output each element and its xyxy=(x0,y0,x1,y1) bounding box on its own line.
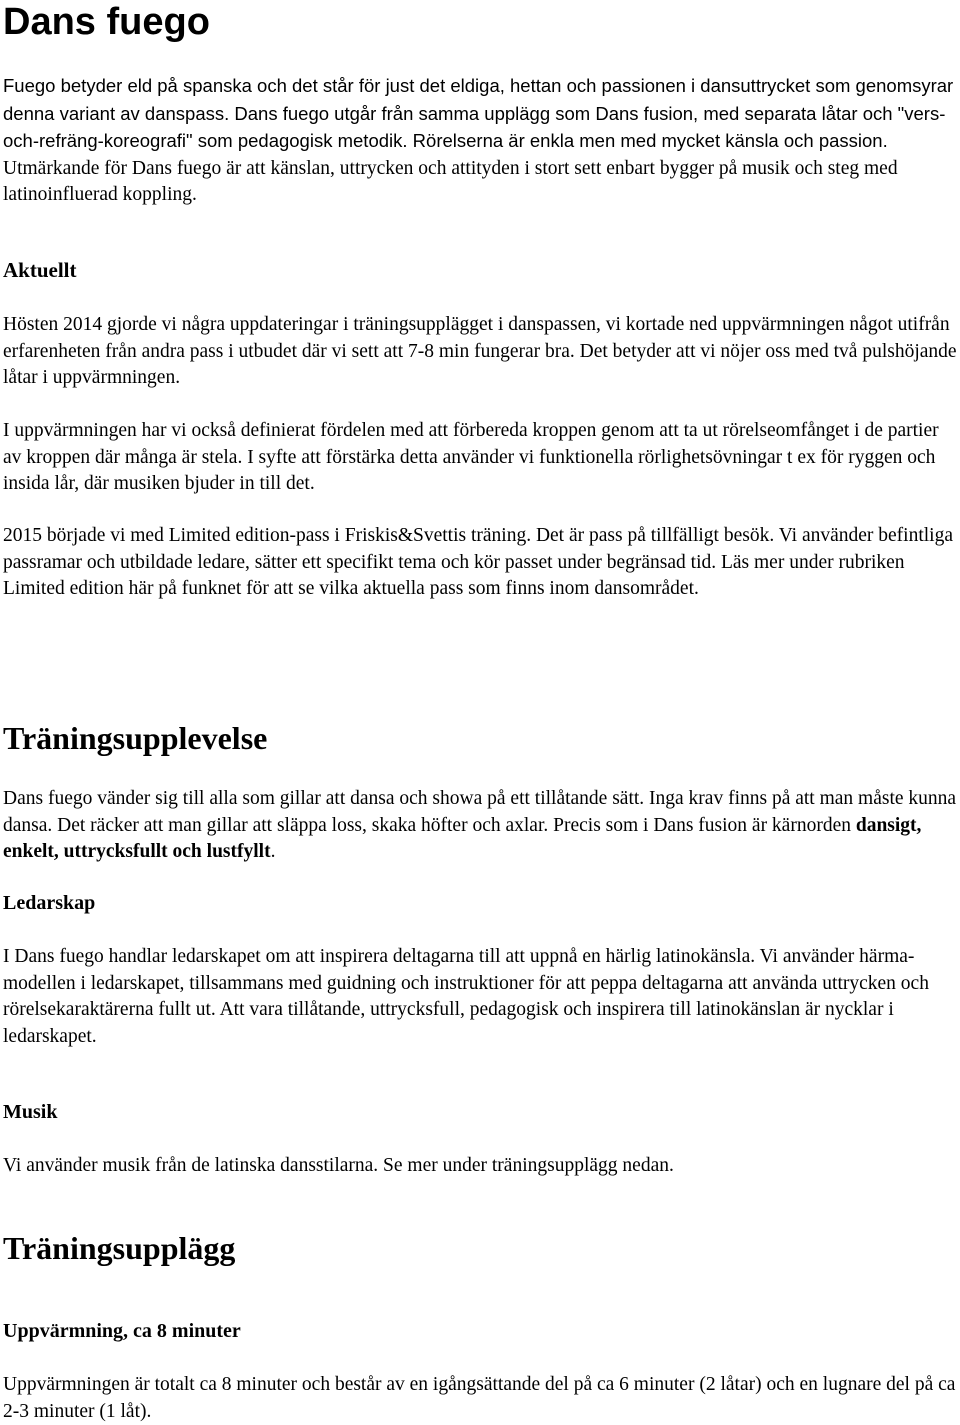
ledarskap-paragraph: I Dans fuego handlar ledarskapet om att inspirera deltagarna till att uppnå en härlig latinokänsla. Vi använder härma-modellen i ledarskapet, tillsammans med guidning och instruktioner för att peppa deltagarna att använda uttrycken och rörelsekaraktärerna fullt ut. Att vara tillåtande, uttrycksfull, pedagogisk och inspirera till latinokänslan är nycklar i ledarskapet. xyxy=(3,946,929,1047)
aktuellt-paragraph-1: Hösten 2014 gjorde vi några uppdateringar i träningsupplägget i danspassen, vi kortade ned uppvärmningen något utifrån erfarenheten från andra pass i utbudet där vi sett att 7-8 min fungerar bra. Det betyder att vi nöjer oss med två pulshöjande låtar i uppvärmningen. xyxy=(3,314,957,388)
subheading-uppvarmning: Uppvärmning, ca 8 minuter xyxy=(3,1320,241,1342)
intro-paragraph xyxy=(3,73,958,209)
section-heading-aktuellt: Aktuellt xyxy=(3,258,77,282)
section-heading-traningsupplevelse: Träningsupplevelse xyxy=(3,720,268,756)
upplevelse-core-words: dansigt, enkelt, uttrycksfullt och lustfyllt xyxy=(3,814,922,862)
upplevelse-paragraph xyxy=(3,786,958,866)
page-title: Dans fuego xyxy=(3,1,210,43)
subheading-musik: Musik xyxy=(3,1101,58,1123)
aktuellt-paragraph-2: I uppvärmningen har vi också definierat fördelen med att förbereda kroppen genom att ta ut rörelseomfånget i de partier av kroppen där många är stela. I syfte att förstärka detta använder vi funktionella rörlighetsövningar t ex för ryggen och insida lår, där musiken bjuder in till det. xyxy=(3,420,939,494)
musik-paragraph: Vi använder musik från de latinska dansstilarna. Se mer under träningsupplägg nedan. xyxy=(3,1155,674,1176)
intro-segment-3: Rörelserna är enkla men med mycket känsla och passion. xyxy=(407,130,888,151)
upplevelse-text: Dans fuego vänder sig till alla som gillar att dansa och showa på ett tillåtande sätt. Inga krav finns på att man måste kunna dansa. Det räcker att man gillar att släppa loss, skaka höfter och axlar. Precis som i Dans fusion är kärnorden xyxy=(3,788,957,836)
section-heading-traningsupplagg: Träningsupplägg xyxy=(3,1230,236,1266)
subheading-ledarskap: Ledarskap xyxy=(3,892,96,914)
intro-segment-1: Fuego betyder eld på spanska och det står för just det eldiga, hettan och passionen i dansuttrycket som genomsyrar denna variant av danspass. xyxy=(3,75,954,124)
upplevelse-text-end: . xyxy=(270,841,276,862)
intro-segment-2: Dans fuego utgår från samma upplägg som Dans fusion, med separata låtar och "vers-och-refräng-koreografi" som pedagogisk metodik. xyxy=(3,102,946,151)
uppvarmning-paragraph: Uppvärmningen är totalt ca 8 minuter och består av en igångsättande del på ca 6 minuter (2 låtar) och en lugnare del på ca 2-3 minuter (1 låt). xyxy=(3,1374,956,1422)
intro-segment-4: Utmärkande för Dans fuego är att känslan, uttrycken och attityden i stort sett enbart bygger på musik och steg med latinoinfluerad koppling. xyxy=(3,157,898,205)
aktuellt-paragraph-3: 2015 började vi med Limited edition-pass i Friskis&Svettis träning. Det är pass på tillfälligt besök. Vi använder befintliga passramar och utbildade ledare, sätter ett specifikt tema och kör passet under begränsad tid. Läs mer under rubriken Limited edition här på funknet för att se vilka aktuella pass som finns inom dansområdet. xyxy=(3,525,954,599)
